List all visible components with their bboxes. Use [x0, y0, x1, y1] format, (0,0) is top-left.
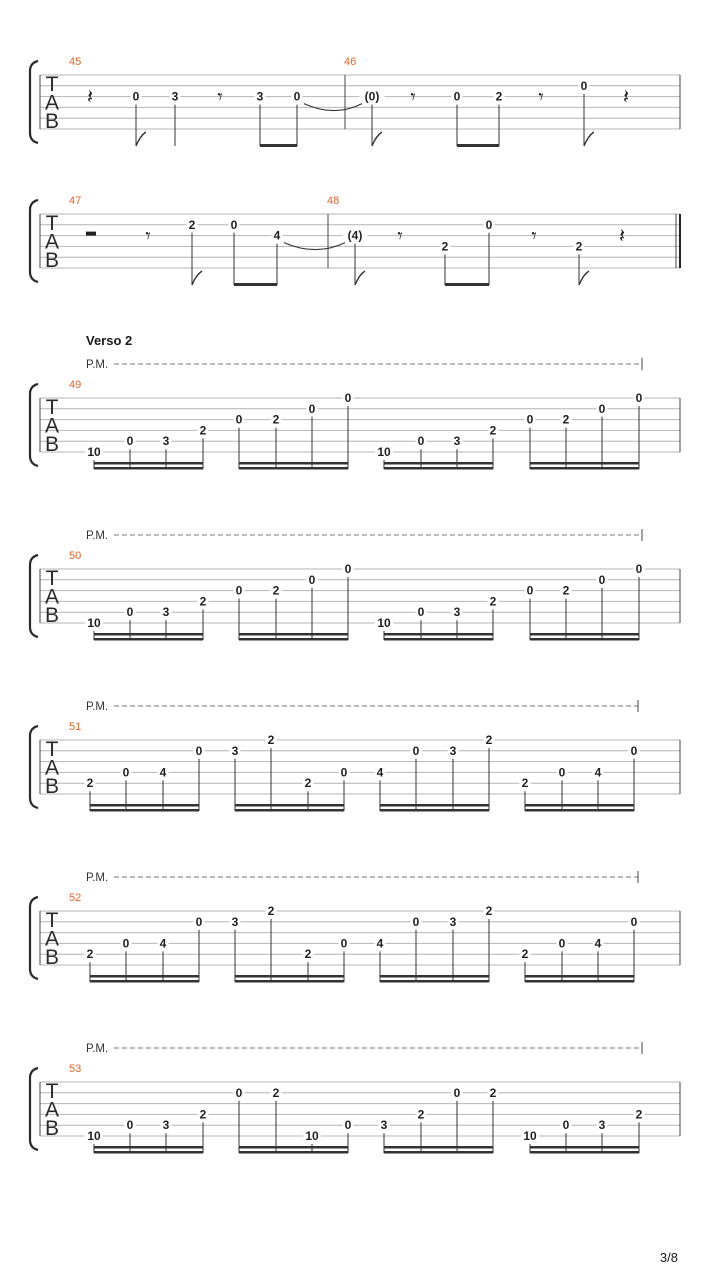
fret-number: 0	[598, 572, 606, 587]
sixteenth-beam	[239, 462, 348, 465]
sixteenth-beam	[239, 633, 348, 636]
fret-number: 4	[376, 765, 384, 780]
tab-clef-letter: B	[44, 433, 60, 456]
fret-number: 2	[521, 947, 529, 962]
tab-system	[30, 529, 680, 641]
fret-number: 10	[87, 616, 101, 630]
quarter-rest: 𝄽	[86, 84, 94, 109]
eighth-flag	[579, 271, 589, 285]
sixteenth-beam	[90, 975, 199, 978]
fret-number: 2	[267, 733, 275, 747]
eighth-rest: 𝄾	[397, 223, 403, 248]
fret-number: 3	[231, 743, 239, 758]
fret-number: (4)	[347, 228, 363, 243]
system-bracket	[30, 384, 38, 466]
tab-clef-letter: T	[45, 909, 59, 932]
sixteenth-beam	[235, 980, 344, 983]
fret-number: (0)	[364, 89, 380, 104]
tab-system	[30, 700, 680, 812]
tab-systems	[30, 56, 680, 1154]
system-bracket	[30, 726, 38, 808]
fret-number: 2	[304, 947, 312, 962]
fret-number: 0	[598, 401, 606, 416]
eighth-flag	[372, 132, 382, 146]
tab-clef-letter: A	[44, 414, 60, 438]
fret-number: 2	[635, 1107, 643, 1122]
fret-number: 4	[594, 936, 602, 951]
fret-number: 4	[159, 765, 167, 780]
tab-clef-letter: A	[44, 927, 60, 951]
fret-number: 10	[305, 1129, 319, 1143]
fret-number: 3	[449, 914, 457, 929]
fret-number: 3	[171, 89, 179, 104]
tab-clef-letter: B	[44, 249, 60, 272]
sixteenth-beam	[525, 980, 634, 983]
sixteenth-beam	[90, 980, 199, 983]
system-bracket	[30, 200, 38, 282]
fret-number: 0	[122, 936, 130, 951]
fret-number: 3	[449, 743, 457, 758]
fret-number: 2	[417, 1107, 425, 1122]
fret-number: 0	[580, 78, 588, 93]
eighth-beam	[260, 144, 297, 147]
fret-number: 0	[635, 562, 643, 576]
palm-mute-label: P.M.	[86, 530, 109, 542]
fret-number: 0	[453, 89, 461, 104]
fret-number: 2	[441, 239, 449, 254]
fret-number: 0	[344, 1118, 352, 1133]
measure-number: 49	[69, 379, 82, 391]
eighth-beam	[445, 283, 489, 286]
fret-number: 3	[453, 605, 461, 620]
tab-clef-letter: T	[45, 738, 59, 761]
page-number: 3/8	[659, 1250, 678, 1265]
fret-number: 0	[558, 765, 566, 780]
measure-number: 46	[344, 56, 357, 68]
sixteenth-beam	[530, 467, 639, 470]
fret-number: 0	[235, 1085, 243, 1100]
sixteenth-beam	[530, 633, 639, 636]
section-label: Verso 2	[86, 333, 133, 348]
fret-number: 0	[195, 914, 203, 929]
sixteenth-beam	[94, 638, 203, 641]
fret-number: 0	[526, 412, 534, 427]
fret-number: 0	[562, 1118, 570, 1133]
fret-number: 2	[199, 594, 207, 609]
sixteenth-beam	[94, 1146, 203, 1149]
quarter-rest: 𝄽	[618, 223, 626, 248]
fret-number: 0	[417, 434, 425, 449]
system-bracket	[30, 61, 38, 143]
eighth-flag	[584, 132, 594, 146]
fret-number: 2	[562, 412, 570, 427]
fret-number: 2	[489, 423, 497, 438]
eighth-beam	[457, 144, 499, 147]
fret-number: 0	[630, 914, 638, 929]
sixteenth-beam	[380, 804, 489, 807]
fret-number: 3	[380, 1118, 388, 1133]
tab-clef-letter: T	[45, 1080, 59, 1103]
fret-number: 0	[132, 89, 140, 104]
fret-number: 0	[340, 765, 348, 780]
fret-number: 2	[86, 947, 94, 962]
fret-number: 0	[417, 605, 425, 620]
fret-number: 2	[304, 776, 312, 791]
fret-number: 0	[122, 765, 130, 780]
eighth-flag	[136, 132, 146, 146]
fret-number: 10	[87, 1129, 101, 1143]
half-rest	[86, 232, 96, 236]
fret-number: 2	[575, 239, 583, 254]
tab-clef-letter: T	[45, 73, 59, 96]
fret-number: 2	[199, 423, 207, 438]
fret-number: 0	[126, 605, 134, 620]
tab-clef-letter: B	[44, 110, 60, 133]
fret-number: 0	[453, 1085, 461, 1100]
fret-number: 0	[308, 572, 316, 587]
sixteenth-beam	[525, 809, 634, 812]
palm-mute-label: P.M.	[86, 359, 109, 371]
fret-number: 2	[485, 904, 493, 918]
tab-clef-letter: A	[44, 230, 60, 254]
fret-number: 0	[558, 936, 566, 951]
fret-number: 0	[635, 391, 643, 405]
fret-number: 3	[162, 605, 170, 620]
eighth-rest: 𝄾	[145, 223, 151, 248]
tab-system	[30, 333, 680, 470]
sixteenth-beam	[235, 804, 344, 807]
fret-number: 2	[199, 1107, 207, 1122]
fret-number: 0	[126, 1118, 134, 1133]
sixteenth-beam	[94, 1151, 203, 1154]
tab-system	[30, 56, 680, 147]
tab-system	[30, 1042, 680, 1154]
measure-number: 50	[69, 550, 82, 562]
sixteenth-beam	[239, 1146, 348, 1149]
tab-clef-letter: A	[44, 756, 60, 780]
tab-clef-letter: B	[44, 604, 60, 627]
fret-number: 0	[340, 936, 348, 951]
tab-system	[30, 195, 680, 286]
fret-number: 0	[630, 743, 638, 758]
fret-number: 0	[230, 217, 238, 232]
fret-number: 0	[293, 89, 301, 104]
tab-system	[30, 871, 680, 983]
quarter-rest: 𝄽	[622, 84, 630, 109]
tab-clef-letter: A	[44, 1098, 60, 1122]
tab-clef-letter: T	[45, 567, 59, 590]
fret-number: 4	[159, 936, 167, 951]
eighth-rest: 𝄾	[538, 84, 544, 109]
fret-number: 0	[344, 391, 352, 405]
fret-number: 2	[188, 217, 196, 232]
tab-clef-letter: A	[44, 585, 60, 609]
eighth-flag	[355, 271, 365, 285]
tab-clef-letter: T	[45, 396, 59, 419]
tab-clef-letter: B	[44, 946, 60, 969]
system-bracket	[30, 555, 38, 637]
fret-number: 4	[594, 765, 602, 780]
fret-number: 0	[195, 743, 203, 758]
sixteenth-beam	[239, 638, 348, 641]
sixteenth-beam	[384, 467, 493, 470]
sixteenth-beam	[380, 975, 489, 978]
system-bracket	[30, 1068, 38, 1150]
sixteenth-beam	[525, 804, 634, 807]
fret-number: 2	[489, 594, 497, 609]
sixteenth-beam	[94, 633, 203, 636]
measure-number: 51	[69, 721, 82, 733]
sixteenth-beam	[94, 462, 203, 465]
sixteenth-beam	[235, 809, 344, 812]
fret-number: 3	[598, 1118, 606, 1133]
tab-clef-letter: A	[44, 91, 60, 115]
fret-number: 2	[267, 904, 275, 918]
fret-number: 3	[256, 89, 264, 104]
fret-number: 2	[272, 1085, 280, 1100]
sixteenth-beam	[239, 1151, 348, 1154]
measure-number: 45	[69, 56, 82, 68]
fret-number: 10	[523, 1129, 537, 1143]
fret-number: 0	[485, 217, 493, 232]
fret-number: 10	[377, 445, 391, 459]
sixteenth-beam	[384, 1146, 493, 1149]
tab-clef-letter: T	[45, 212, 59, 235]
fret-number: 2	[272, 412, 280, 427]
fret-number: 10	[377, 616, 391, 630]
measure-number: 52	[69, 892, 82, 904]
sixteenth-beam	[90, 809, 199, 812]
fret-number: 2	[562, 583, 570, 598]
fret-number: 3	[453, 434, 461, 449]
fret-number: 2	[495, 89, 503, 104]
fret-number: 4	[376, 936, 384, 951]
fret-number: 2	[521, 776, 529, 791]
sixteenth-beam	[235, 975, 344, 978]
sixteenth-beam	[384, 638, 493, 641]
palm-mute-label: P.M.	[86, 701, 109, 713]
fret-number: 0	[235, 583, 243, 598]
sixteenth-beam	[380, 980, 489, 983]
measure-number: 47	[69, 195, 82, 207]
fret-number: 2	[86, 776, 94, 791]
measure-number: 53	[69, 1063, 82, 1075]
tab-clef-letter: B	[44, 775, 60, 798]
palm-mute-label: P.M.	[86, 1043, 109, 1055]
fret-number: 2	[489, 1085, 497, 1100]
fret-number: 0	[412, 914, 420, 929]
sixteenth-beam	[530, 1151, 639, 1154]
sixteenth-beam	[530, 1146, 639, 1149]
eighth-rest: 𝄾	[531, 223, 537, 248]
fret-number: 2	[272, 583, 280, 598]
fret-number: 3	[162, 434, 170, 449]
fret-number: 0	[526, 583, 534, 598]
eighth-beam	[234, 283, 277, 286]
fret-number: 0	[412, 743, 420, 758]
sixteenth-beam	[384, 633, 493, 636]
fret-number: 2	[485, 733, 493, 747]
eighth-flag	[192, 271, 202, 285]
fret-number: 3	[162, 1118, 170, 1133]
eighth-rest: 𝄾	[217, 84, 223, 109]
sixteenth-beam	[530, 462, 639, 465]
fret-number: 0	[308, 401, 316, 416]
sixteenth-beam	[90, 804, 199, 807]
tab-clef-letter: B	[44, 1117, 60, 1140]
sixteenth-beam	[384, 462, 493, 465]
fret-number: 0	[344, 562, 352, 576]
eighth-rest: 𝄾	[410, 84, 416, 109]
sixteenth-beam	[94, 467, 203, 470]
palm-mute-label: P.M.	[86, 872, 109, 884]
fret-number: 0	[235, 412, 243, 427]
sixteenth-beam	[239, 467, 348, 470]
fret-number: 10	[87, 445, 101, 459]
measure-number: 48	[327, 195, 340, 207]
fret-number: 4	[273, 228, 281, 243]
fret-number: 3	[231, 914, 239, 929]
sixteenth-beam	[384, 1151, 493, 1154]
sixteenth-beam	[380, 809, 489, 812]
sixteenth-beam	[530, 638, 639, 641]
system-bracket	[30, 897, 38, 979]
sixteenth-beam	[525, 975, 634, 978]
fret-number: 0	[126, 434, 134, 449]
